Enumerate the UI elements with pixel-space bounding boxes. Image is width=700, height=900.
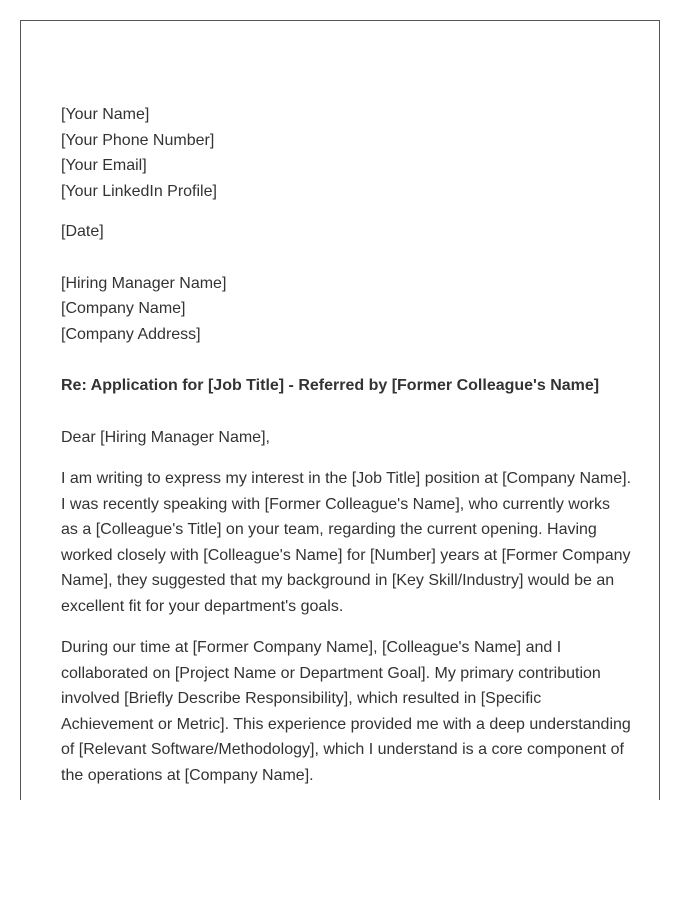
sender-block <box>61 102 631 204</box>
recipient-block <box>61 271 631 348</box>
salutation: Dear [Hiring Manager Name], <box>61 428 270 446</box>
sender-linkedin: [Your LinkedIn Profile] <box>61 182 217 200</box>
letter-page <box>20 20 660 800</box>
letter-content <box>61 102 631 788</box>
letter-subject: Re: Application for [Job Title] - Referred by [Former Colleague's Name] <box>61 377 600 394</box>
date-block <box>61 219 631 245</box>
sender-name: [Your Name] <box>61 106 150 123</box>
body-paragraph-1: I am writing to express my interest in the [Job Title] position at [Company Name]. I was recently speaking with [Former Colleague's Name], who currently works as a [Colleague's Title] on your team, regarding the current opening. Having worked closely with [Colleague's Name] for [Number] years at [Former Company Name], they suggested that my background in [Key Skill/Industry] would be an excellent fit for your department's goals. <box>61 470 632 615</box>
body-paragraph-2: During our time at [Former Company Name], [Colleague's Name] and I collaborated on [Project Name or Department Goal]. My primary contribution involved [Briefly Describe Responsibility], which resulted in [Specific Achievement or Metric]. This experience provided me with a deep understanding of [Relevant Software/Methodology], which I understand is a core component of the operations at [Company Name]. <box>61 639 631 784</box>
sender-phone: [Your Phone Number] <box>61 131 215 149</box>
recipient-company: [Company Name] <box>61 300 186 317</box>
recipient-address: [Company Address] <box>61 325 201 343</box>
letter-date: [Date] <box>61 223 104 240</box>
sender-email: [Your Email] <box>61 157 147 174</box>
recipient-manager: [Hiring Manager Name] <box>61 274 227 292</box>
